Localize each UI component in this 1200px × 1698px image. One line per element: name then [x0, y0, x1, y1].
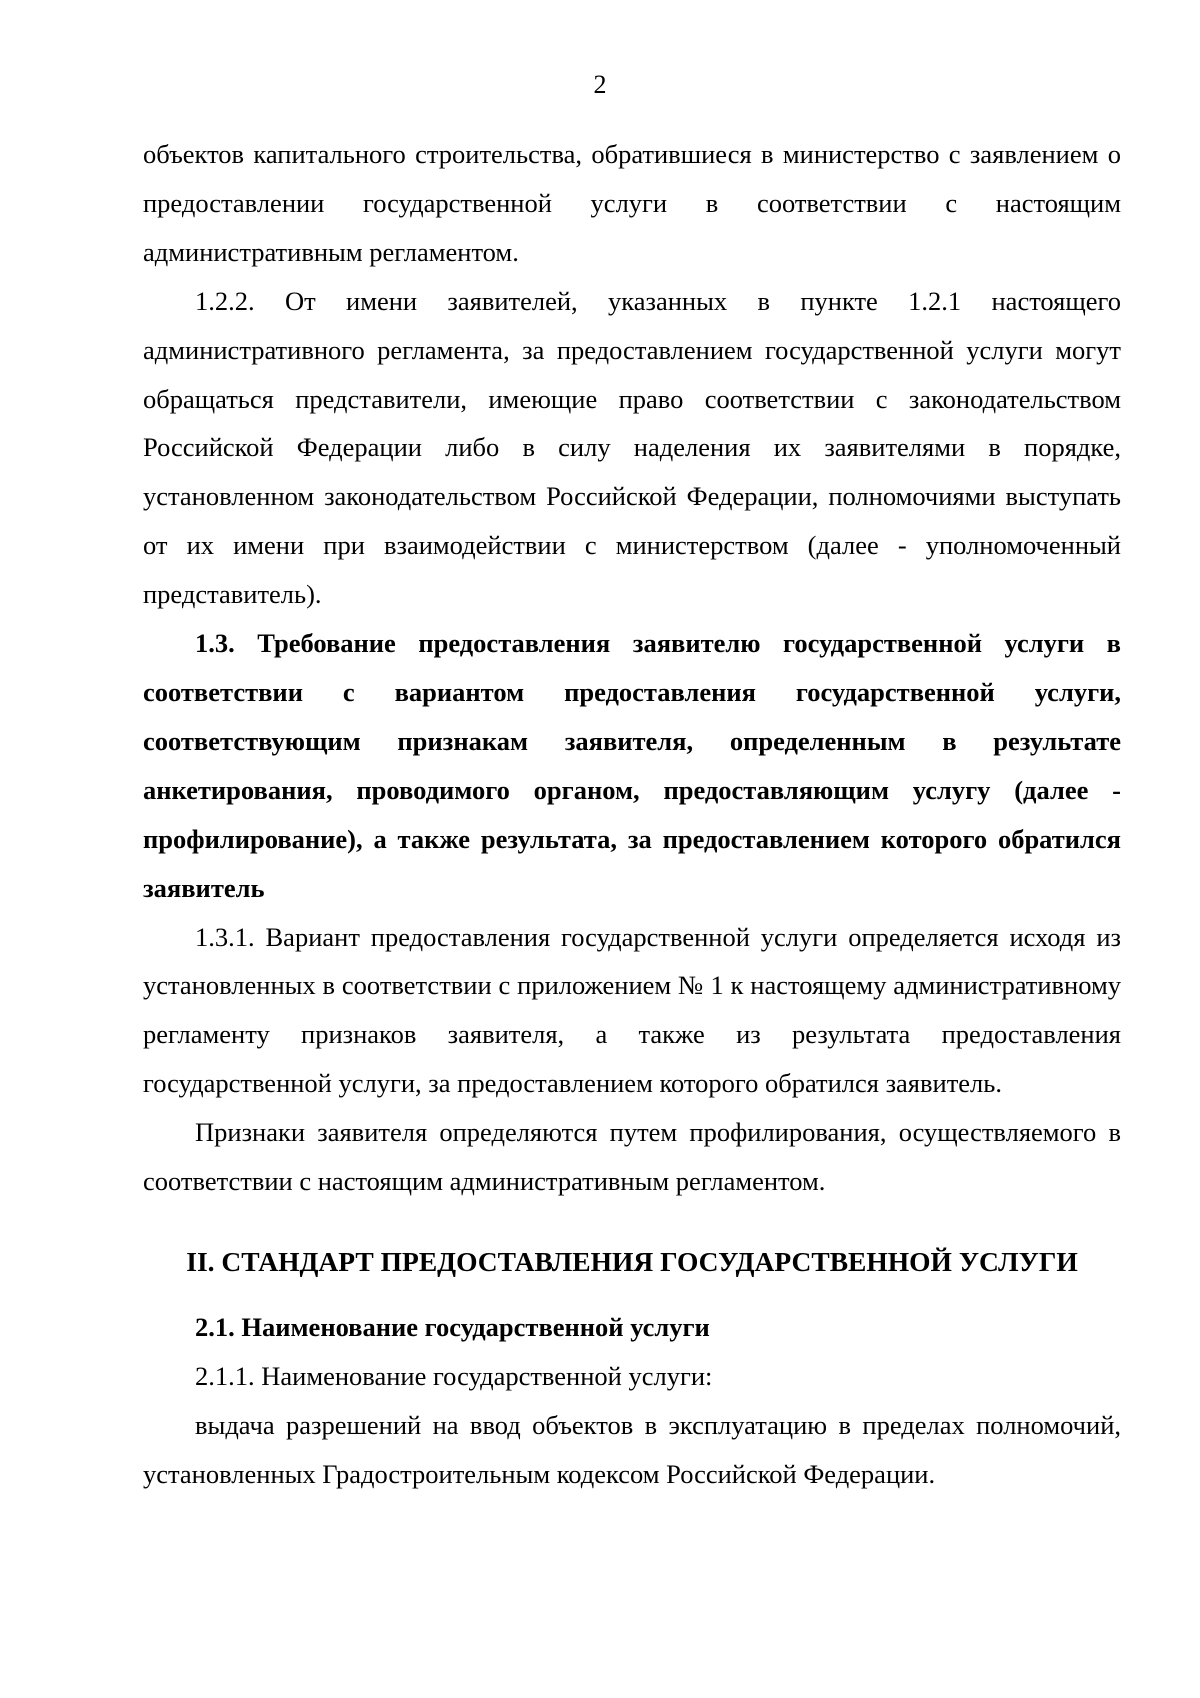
paragraph-1-2-2: 1.2.2. От имени заявителей, указанных в пункте 1.2.1 настоящего административного регламента, за предоставлением государственной услуги могут обращаться представители, имеющие право соответствии с законодательством Российской Федерации либо в силу наделения их заявителями в порядке, установленном законодательством Российской Федерации, полномочиями выступать от их имени при взаимодействии с министерством (далее - уполномоченный представитель).: [143, 285, 1121, 610]
paragraph-service-name: выдача разрешений на ввод объектов в эксплуатацию в пределах полномочий, установленных Градостроительным кодексом Российской Федерации.: [143, 1409, 1121, 1489]
heading-1-3: 1.3. Требование предоставления заявителю государственной услуги в соответствии с вариантом предоставления государственной услуги, соответствующим признакам заявителя, определенным в результате анкетирования, проводимого органом, предоставляющим услугу (далее - профилирование), а также результата, за предоставлением которого обратился заявитель: [143, 628, 1121, 903]
paragraph-1-3-1: 1.3.1. Вариант предоставления государственной услуги определяется исходя из установленных в соответствии с приложением № 1 к настоящему административному регламенту признаков заявителя, а также из результата предоставления государственной услуги, за предоставлением которого обратился заявитель.: [143, 921, 1121, 1099]
paragraph-2-1-1: 2.1.1. Наименование государственной услуги:: [195, 1360, 713, 1391]
document-body: [143, 130, 1121, 1498]
page-number: 2: [593, 70, 607, 99]
paragraph-applicants-continued: объектов капитального строительства, обратившиеся в министерство с заявлением о предоставлении государственной услуги в соответствии с настоящим административным регламентом.: [143, 139, 1121, 267]
paragraph-applicant-attributes: Признаки заявителя определяются путем профилирования, осуществляемого в соответствии с настоящим административным регламентом.: [143, 1117, 1121, 1197]
heading-2-1: 2.1. Наименование государственной услуги: [195, 1311, 710, 1342]
section-title-ii: II. СТАНДАРТ ПРЕДОСТАВЛЕНИЯ ГОСУДАРСТВЕННОЙ УСЛУГИ: [186, 1245, 1078, 1277]
